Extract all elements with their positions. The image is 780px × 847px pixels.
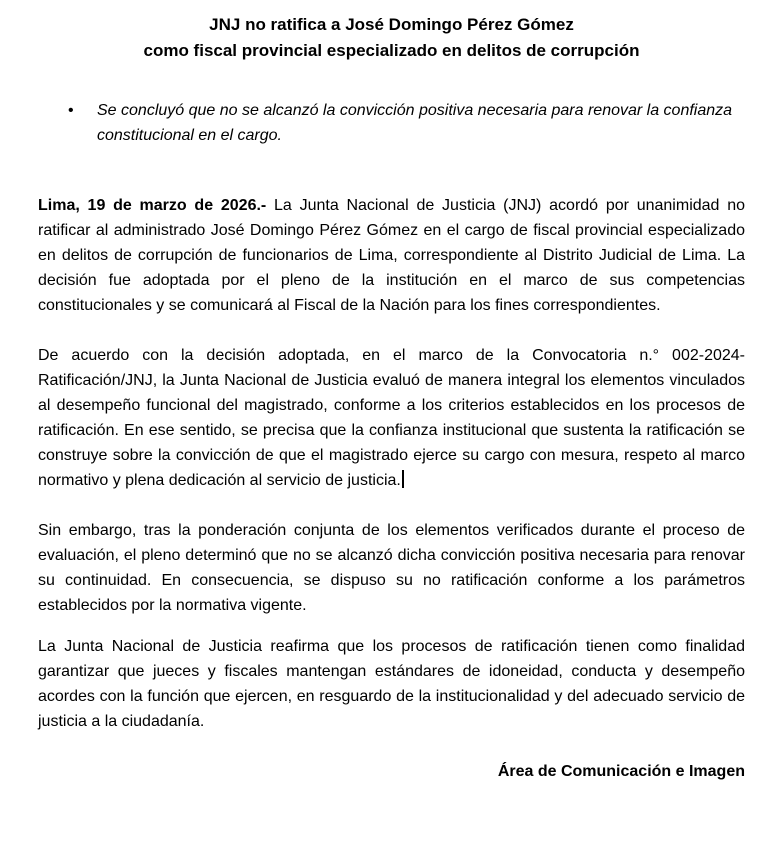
paragraph-2	[38, 343, 745, 493]
paragraph-1-text: La Junta Nacional de Justicia (JNJ) acordó por unanimidad no ratificar al administrado José Domingo Pérez Gómez en el cargo de fiscal provincial especializado en delitos de corrupción de funcionarios de Lima, correspondiente al Distrito Judicial de Lima. La decisión fue adoptada por el pleno de la institución en el marco de sus competencias constitucionales y se comunicará al Fiscal de la Nación para los fines correspondientes.	[38, 197, 746, 314]
document-title	[38, 12, 745, 64]
paragraph-4	[38, 634, 745, 734]
paragraph-dateline	[38, 193, 745, 318]
paragraph-2-text: De acuerdo con la decisión adoptada, en el marco de la Convocatoria n.° 002-2024-Ratificación/JNJ, la Junta Nacional de Justicia evaluó de manera integral los elementos vinculados al desempeño funcional del magistrado, conforme a los criterios establecidos en los procesos de ratificación. En ese sentido, se precisa que la confianza institucional que sustenta la ratificación se construye sobre la convicción de que el magistrado ejerce su cargo con mesura, respeto al marco normativo y plena dedicación al servicio de justicia.	[38, 347, 745, 489]
paragraph-3	[38, 518, 745, 618]
text-cursor	[402, 470, 404, 488]
summary-bullet-list	[38, 98, 745, 148]
dateline-bold: Lima, 19 de marzo de 2026.-	[38, 197, 267, 214]
title-line-1: JNJ no ratifica a José Domingo Pérez Gómez	[209, 15, 574, 34]
bullet-text: Se concluyó que no se alcanzó la convicción positiva necesaria para renovar la confianza constitucional en el cargo.	[97, 102, 733, 144]
bullet-item	[38, 98, 745, 148]
paragraph-3-text: Sin embargo, tras la ponderación conjunta de los elementos verificados durante el proceso de evaluación, el pleno determinó que no se alcanzó dicha convicción positiva necesaria para renovar su continuidad. En consecuencia, se dispuso su no ratificación conforme a los parámetros establecidos por la normativa vigente.	[38, 522, 745, 614]
signature-line: Área de Comunicación e Imagen	[497, 763, 745, 780]
paragraph-4-text: La Junta Nacional de Justicia reafirma que los procesos de ratificación tienen como finalidad garantizar que jueces y fiscales mantengan estándares de idoneidad, conducta y desempeño acordes con la función que ejercen, en resguardo de la institucionalidad y del adecuado servicio de justicia a la ciudadanía.	[38, 638, 745, 730]
bullet-marker-icon: •	[68, 102, 74, 119]
title-line-2: como fiscal provincial especializado en delitos de corrupción	[143, 41, 640, 60]
